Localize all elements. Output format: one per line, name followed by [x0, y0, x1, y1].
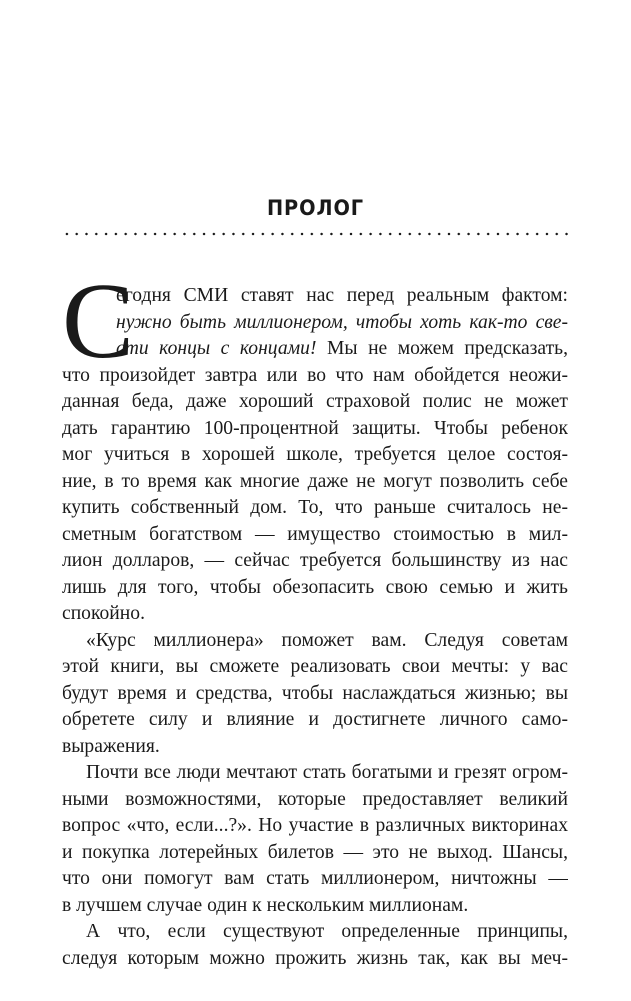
text-segment: «Курс миллионера» поможет вам. Следуя советам [86, 629, 568, 651]
text-line [62, 336, 568, 363]
text-line [62, 575, 568, 602]
text-line [62, 389, 568, 416]
text-line [62, 866, 568, 893]
text-line [62, 840, 568, 867]
text-segment: Почти все люди мечтают стать богатыми и грезят огром- [86, 762, 568, 783]
text-segment: что произойдет завтра или во что нам обойдется неожи- [62, 364, 568, 386]
body-text [62, 283, 568, 972]
text-segment: что они помогут вам стать миллионером, ничтожны — [62, 868, 568, 889]
text-line [62, 681, 568, 708]
text-line [62, 469, 568, 496]
text-segment: дать гарантию 100-процентной защиты. Чтобы ребенок [62, 417, 568, 439]
text-segment: мог учиться в хорошей школе, требуется целое состоя- [62, 444, 568, 465]
text-segment: Мы не можем предсказать, [316, 338, 568, 359]
text-line [62, 601, 568, 628]
text-line [62, 495, 568, 522]
text-segment: вопрос «что, если...?». Но участие в различных викторинах [62, 815, 568, 836]
text-segment: сметным богатством — имущество стоимостью в мил- [62, 523, 568, 545]
text-line [62, 893, 568, 920]
text-segment: данная беда, даже хороший страховой полис не может [62, 391, 568, 412]
text-segment: и покупка лотерейных билетов — это не выход. Шансы, [62, 841, 568, 863]
text-segment: выражения. [62, 735, 160, 757]
text-segment: в лучшем случае один к нескольким миллионам. [62, 894, 469, 916]
text-line [62, 416, 568, 443]
text-line [62, 654, 568, 681]
text-line [62, 919, 568, 946]
text-line [62, 363, 568, 390]
text-line [62, 548, 568, 575]
italic-text: нужно быть миллионером, чтобы хоть как-то све- [116, 311, 568, 333]
text-segment: егодня СМИ ставят нас перед реальным фактом: [116, 285, 568, 306]
chapter-heading: ПРОЛОГ [266, 196, 365, 220]
text-line [62, 628, 568, 655]
text-segment: лион долларов, — сейчас требуется большинству из нас [62, 550, 568, 571]
text-line [62, 442, 568, 469]
text-segment: лишь для того, чтобы обезопасить свою семью и жить [62, 576, 568, 598]
text-line [62, 707, 568, 734]
text-segment: ными возможностями, которые предоставляет великий [62, 788, 568, 810]
text-line [62, 946, 568, 973]
text-line [62, 310, 568, 337]
drop-cap: С [62, 262, 135, 381]
text-line [62, 760, 568, 787]
text-line [62, 283, 568, 310]
text-line [62, 813, 568, 840]
text-segment: спокойно. [62, 603, 145, 624]
text-line [62, 787, 568, 814]
text-segment: А что, если существуют определенные принципы, [86, 921, 568, 942]
italic-text: сти концы с концами! [116, 338, 317, 359]
text-line [62, 734, 568, 761]
dotted-divider [62, 232, 568, 236]
text-segment: ние, в то время как многие даже не могут позволить себе [62, 470, 568, 492]
text-line [62, 522, 568, 549]
text-segment: обретете силу и влияние и достигнете личного само- [62, 709, 568, 730]
text-segment: этой книги, вы сможете реализовать свои мечты: у вас [62, 656, 568, 677]
text-segment: будут время и средства, чтобы наслаждаться жизнью; вы [62, 682, 568, 704]
text-segment: следуя которым можно прожить жизнь так, как вы меч- [62, 947, 568, 969]
text-segment: купить собственный дом. То, что раньше считалось не- [62, 497, 568, 518]
